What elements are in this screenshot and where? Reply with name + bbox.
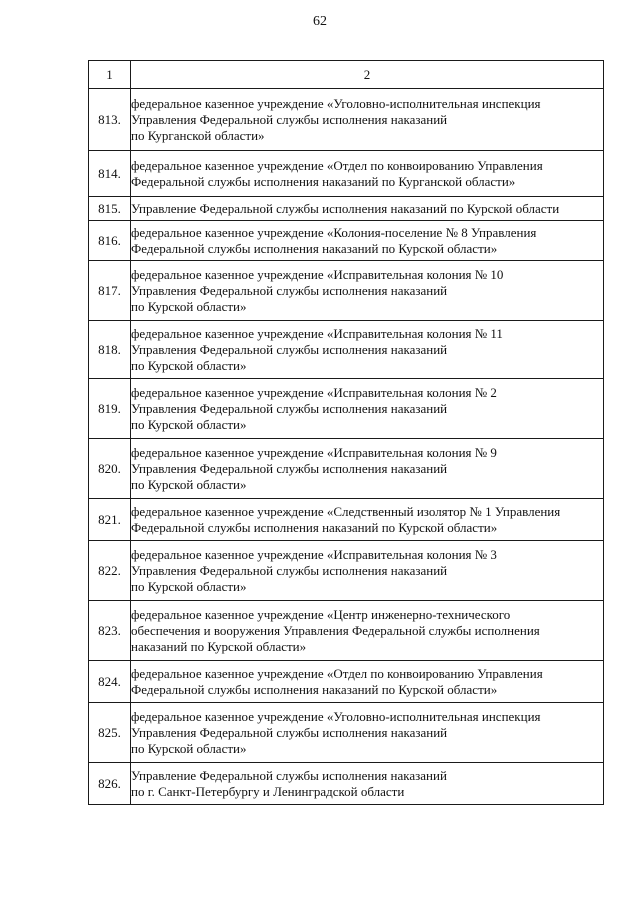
row-number: 822. (89, 541, 131, 601)
table-row (89, 89, 604, 151)
institution-name-line: Управления Федеральной службы исполнения наказаний (131, 341, 448, 357)
institution-name-line: по г. Санкт-Петербургу и Ленинградской области (131, 783, 405, 799)
institution-name-line: Федеральной службы исполнения наказаний по Курганской области» (131, 173, 516, 189)
institution-name-line: наказаний по Курской области» (131, 638, 307, 654)
institution-name-line: федеральное казенное учреждение «Уголовно-исполнительная инспекция (131, 95, 541, 111)
row-number: 825. (89, 703, 131, 763)
table-row (89, 321, 604, 379)
table-row (89, 261, 604, 321)
institution-name-cell (131, 197, 604, 221)
institution-name-line: федеральное казенное учреждение «Отдел по конвоированию Управления (131, 157, 543, 173)
institution-name-line: Федеральной службы исполнения наказаний по Курской области» (131, 681, 498, 697)
table-row (89, 151, 604, 197)
institution-name-line: по Курской области» (131, 578, 247, 594)
institution-name-cell (131, 379, 604, 439)
table-row (89, 197, 604, 221)
row-number: 821. (89, 499, 131, 541)
row-number: 819. (89, 379, 131, 439)
row-number: 816. (89, 221, 131, 261)
institution-name-cell (131, 151, 604, 197)
institution-name-line: федеральное казенное учреждение «Колония-поселение № 8 Управления (131, 224, 537, 240)
institution-name-line: по Курской области» (131, 357, 247, 373)
column-header-number: 1 (89, 61, 131, 89)
institution-name-cell (131, 439, 604, 499)
institution-name-cell (131, 541, 604, 601)
table-row (89, 661, 604, 703)
institution-name-cell (131, 261, 604, 321)
institution-name-line: федеральное казенное учреждение «Следственный изолятор № 1 Управления (131, 503, 561, 519)
institution-name-line: Управление Федеральной службы исполнения наказаний (131, 767, 447, 783)
row-number: 817. (89, 261, 131, 321)
institution-name-cell (131, 89, 604, 151)
institutions-table (88, 60, 604, 805)
institution-name-cell (131, 601, 604, 661)
institution-name-line: обеспечения и вооружения Управления Федеральной службы исполнения (131, 622, 540, 638)
page-number: 62 (313, 14, 327, 29)
institution-name-line: федеральное казенное учреждение «Уголовно-исполнительная инспекция (131, 708, 541, 724)
institution-name-line: Управления Федеральной службы исполнения наказаний (131, 724, 448, 740)
row-number: 826. (89, 763, 131, 805)
institution-name-line: по Курской области» (131, 298, 247, 314)
institution-name-cell (131, 661, 604, 703)
row-number: 818. (89, 321, 131, 379)
institution-name-line: федеральное казенное учреждение «Исправительная колония № 3 (131, 546, 497, 562)
row-number: 824. (89, 661, 131, 703)
institution-name-cell (131, 221, 604, 261)
table-row (89, 703, 604, 763)
institution-name-cell (131, 321, 604, 379)
institution-name-line: Управление Федеральной службы исполнения наказаний по Курской области (131, 200, 560, 216)
institution-name-line: по Курской области» (131, 416, 247, 432)
institution-name-line: по Курской области» (131, 740, 247, 756)
institution-name-line: Федеральной службы исполнения наказаний по Курской области» (131, 240, 498, 256)
institution-name-cell (131, 703, 604, 763)
institution-name-line: федеральное казенное учреждение «Центр инженерно-технического (131, 606, 511, 622)
row-number: 823. (89, 601, 131, 661)
table-row (89, 379, 604, 439)
table-header-row (89, 61, 604, 89)
institution-name-line: Управления Федеральной службы исполнения наказаний (131, 111, 448, 127)
table-row (89, 601, 604, 661)
institution-name-line: Управления Федеральной службы исполнения наказаний (131, 282, 448, 298)
table-row (89, 439, 604, 499)
column-header-name: 2 (131, 61, 604, 89)
institution-name-line: федеральное казенное учреждение «Исправительная колония № 11 (131, 325, 503, 341)
table-row (89, 221, 604, 261)
table-row (89, 763, 604, 805)
institution-name-line: Управления Федеральной службы исполнения наказаний (131, 460, 448, 476)
institution-name-line: федеральное казенное учреждение «Исправительная колония № 2 (131, 384, 497, 400)
institution-name-line: по Курской области» (131, 476, 247, 492)
institution-name-cell (131, 499, 604, 541)
institution-name-line: Управления Федеральной службы исполнения наказаний (131, 400, 448, 416)
institution-name-line: федеральное казенное учреждение «Исправительная колония № 9 (131, 444, 497, 460)
row-number: 814. (89, 151, 131, 197)
institution-name-line: федеральное казенное учреждение «Отдел по конвоированию Управления (131, 665, 543, 681)
row-number: 813. (89, 89, 131, 151)
institution-name-line: по Курганской области» (131, 127, 265, 143)
table-row (89, 541, 604, 601)
institution-name-line: Управления Федеральной службы исполнения наказаний (131, 562, 448, 578)
institution-name-line: Федеральной службы исполнения наказаний по Курской области» (131, 519, 498, 535)
row-number: 820. (89, 439, 131, 499)
table-row (89, 499, 604, 541)
institution-name-cell (131, 763, 604, 805)
row-number: 815. (89, 197, 131, 221)
institution-name-line: федеральное казенное учреждение «Исправительная колония № 10 (131, 266, 504, 282)
